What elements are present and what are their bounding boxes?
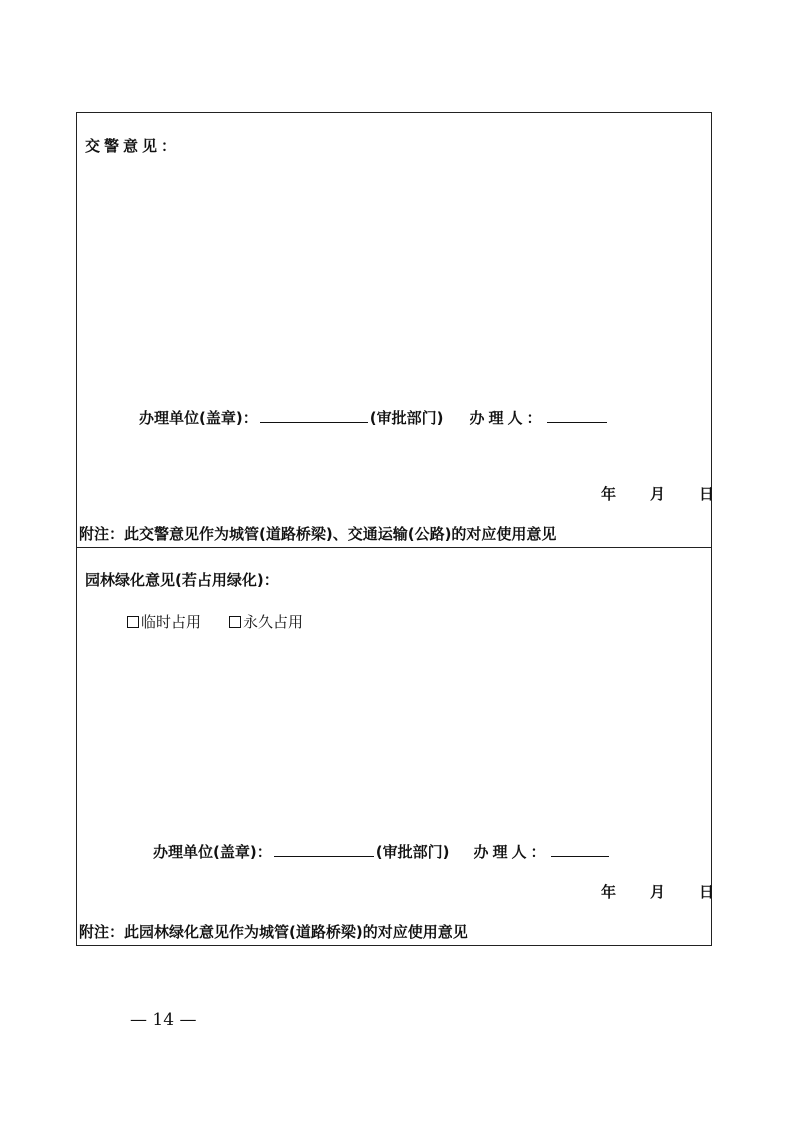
dept-label: (审批部门) <box>369 409 444 427</box>
year-label: 年 <box>601 485 617 503</box>
option-permanent[interactable] <box>229 613 303 631</box>
month-label: 月 <box>650 883 666 901</box>
month-label: 月 <box>650 485 666 503</box>
handler-label: 办理人： <box>469 409 546 427</box>
handler-blank[interactable] <box>551 841 609 857</box>
section-divider <box>77 547 711 548</box>
unit-blank[interactable] <box>260 407 368 423</box>
greening-note: 附注：此园林绿化意见作为城管(道路桥梁)的对应使用意见 <box>79 923 468 941</box>
day-label: 日 <box>699 883 715 901</box>
unit-label: 办理单位(盖章)： <box>153 843 272 861</box>
greening-opinion-title: 园林绿化意见(若占用绿化)： <box>85 571 279 589</box>
page-number: — 14 — <box>130 1010 197 1030</box>
greening-date <box>601 883 714 901</box>
form-table <box>76 112 715 946</box>
handler-label: 办理人： <box>473 843 550 861</box>
unit-blank[interactable] <box>274 841 374 857</box>
unit-label: 办理单位(盖章)： <box>139 409 258 427</box>
greening-options <box>127 613 331 631</box>
checkbox-icon[interactable] <box>127 616 139 628</box>
greening-signature-line <box>153 841 611 861</box>
traffic-opinion-title: 交警意见： <box>85 137 181 155</box>
year-label: 年 <box>601 883 617 901</box>
option-temporary-label: 临时占用 <box>141 613 202 631</box>
traffic-date <box>601 485 714 503</box>
checkbox-icon[interactable] <box>229 616 241 628</box>
traffic-signature-line <box>139 407 609 427</box>
handler-blank[interactable] <box>547 407 607 423</box>
dept-label: (审批部门) <box>375 843 450 861</box>
day-label: 日 <box>699 485 715 503</box>
option-permanent-label: 永久占用 <box>243 613 304 631</box>
option-temporary[interactable] <box>127 613 201 631</box>
traffic-note: 附注：此交警意见作为城管(道路桥梁)、交通运输(公路)的对应使用意见 <box>79 525 557 543</box>
